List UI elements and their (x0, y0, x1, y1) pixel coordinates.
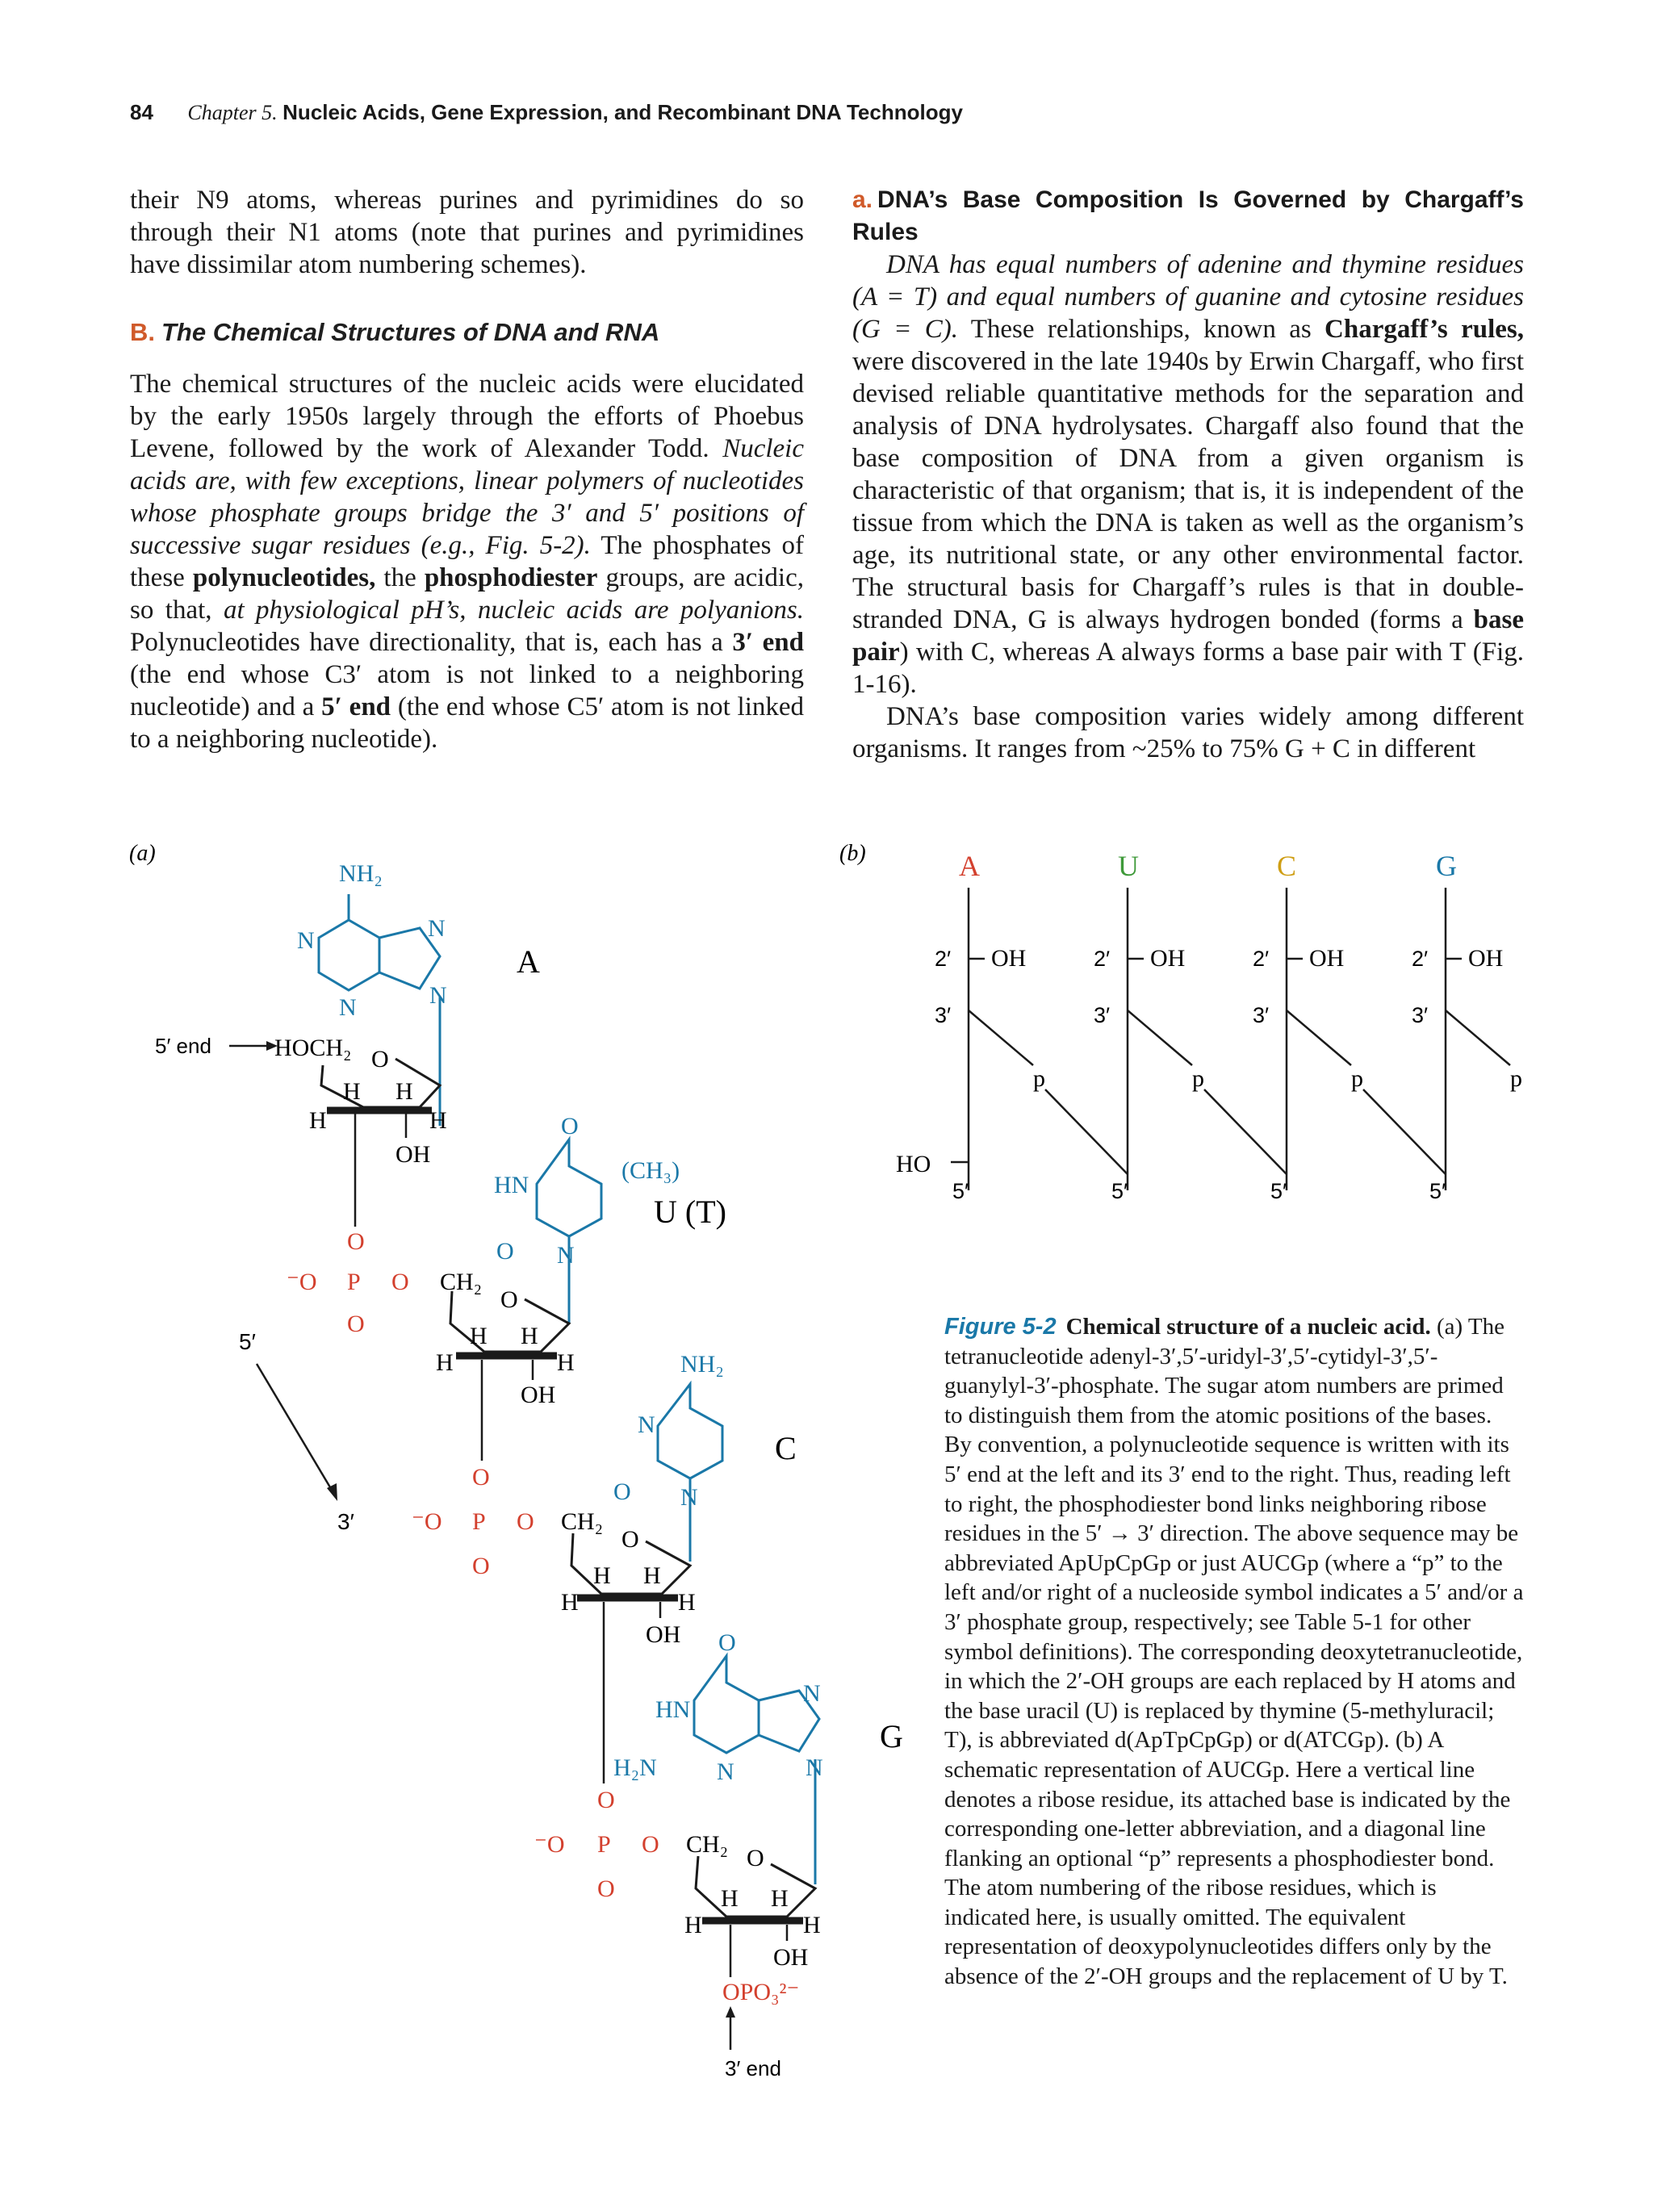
phosphodiester-line (969, 1010, 1033, 1065)
base-label-g: G (880, 1718, 903, 1754)
hydroxyl-label: OH (1150, 945, 1186, 972)
three-prime-label: 3′ (1253, 1003, 1270, 1027)
ring-oxygen: O (621, 1526, 639, 1553)
italic-run: at physiological pH’s, nucleic acids are polyanions. (223, 596, 804, 625)
amino-label: NH₂ (339, 860, 383, 887)
caption-body: (a) The tetranucleotide adenyl-3′,5′-uridyl-3′,5′-cytidyl-3′,5′-guanylyl-3′-phosphate. The sugar atom numbers are primed to distinguish them from the atomic positions of the bases. By convention, a polynucleotide sequence is written with its 5′ end at the left and its 3′ end to the right. Thus, reading left to right, the phosphodiester bond links neighboring ribose residues in the 5′ → 3′ direction. The above sequence may be abbreviated ApUpCpGp or just AUCGp (where a “p” to the left and/or right of a nucleoside symbol indicates a 5′ and/or a 3′ phosphate group, respectively; see Table 5-1 for other symbol definitions). The corresponding deoxytetranucleotide, in which the 2′-OH groups are each replaced by H atoms and the base uracil (U) is replaced by thymine (5-methyluracil; T), is abbreviated d(ApTpCpGp) or d(ATCGp). (b) A schematic representation of AUCGp. Here a vertical line denotes a ribose residue, its attached base is indicated by the corresponding one-letter abbreviation, and a diagonal line flanking an optional “p” represents a phosphodiester bond. The atom numbering of the ribose residues, which is indicated here, is usually omitted. The equivalent representation of deoxypolynucleotides differs only by the absence of the 2′-OH groups and the replacement of U by T. (944, 1314, 1524, 1990)
phosphate-p: p (1192, 1065, 1204, 1092)
phosphate-p: p (1351, 1065, 1363, 1092)
hydroxyl-label: OH (991, 945, 1027, 972)
five-prime-label: 5′ (1111, 1179, 1128, 1203)
terminal-phosphate: OPO₃²⁻ (722, 1979, 800, 2005)
ring-oxygen: O (371, 1046, 389, 1073)
five-prime-label: 5′ (239, 1329, 256, 1354)
page-number: 84 (130, 100, 153, 124)
h-atom: H (557, 1349, 575, 1376)
hn-label: HN (494, 1172, 529, 1198)
panel-label-b: (b) (839, 841, 866, 866)
hn-label: HN (655, 1696, 691, 1723)
two-prime-label: 2′ (935, 947, 952, 971)
schematic-base-letter: A (959, 850, 980, 882)
base-label-a: A (517, 943, 540, 980)
phosphate-oxygen: O (517, 1508, 534, 1535)
text-run: were discovered in the late 1940s by Erwin Chargaff, who first devised reliable quantitative methods for the separation and analysis of DNA hydrolysates. Chargaff also found that the base composition of DNA from a given organism is characteristic of that organism; that is, it is independent of the tissue from which the DNA is taken as well as the organism’s age, its nutritional state, or any other environmental factor. The structural basis for Chargaff’s rules is that in double-stranded DNA, G is always hydrogen bonded (forms a (852, 347, 1524, 634)
phosphodiester-3 (534, 1787, 728, 1902)
ring-n3: N (717, 1758, 734, 1785)
h-atom: H (343, 1078, 361, 1105)
ring-n7: N (428, 915, 446, 942)
direction-arrow (257, 1364, 333, 1491)
bold-term: 3′ end (732, 628, 804, 657)
section-title: The Chemical Structures of DNA and RNA (161, 318, 660, 346)
phosphodiester-line (1128, 1010, 1192, 1065)
phosphate-oxygen: O (597, 1787, 615, 1813)
hydroxyl-label: OH (521, 1382, 556, 1408)
paragraph: DNA’s base composition varies widely among different organisms. It ranges from ~25% to 75% G + C in different (852, 702, 1524, 763)
phosphodiester-line (1204, 1089, 1287, 1174)
h-atom: H (436, 1349, 454, 1376)
ring-oxygen: O (500, 1286, 518, 1313)
cytosine-ring (658, 1384, 722, 1562)
base-label-c: C (775, 1430, 797, 1466)
uracil-ring (537, 1139, 601, 1323)
phosphate-oxygen: O (642, 1831, 659, 1858)
schematic-base-letter: U (1118, 850, 1139, 882)
three-end-label: 3′ end (725, 2056, 781, 2080)
phosphodiester-2 (412, 1464, 603, 1579)
five-end-label: 5′ end (155, 1034, 211, 1058)
text-run: the (375, 563, 425, 592)
ring-n9: N (806, 1754, 823, 1781)
italic-run: Nucleic acids are, with few exceptions, linear polymers of nucleotides whose phosphate groups bridge the 3′ and 5′ positions of successive sugar residues (e.g., Fig. 5-2). (130, 434, 804, 560)
figure-label: Figure 5-2 (944, 1314, 1057, 1340)
five-prime-label: 5′ (1429, 1179, 1446, 1203)
section-title: DNA’s Base Composition Is Governed by Chargaff’s Rules (852, 186, 1524, 245)
ring-n1: N (557, 1242, 575, 1269)
nucleotide-adenine (155, 860, 540, 1227)
two-prime-label: 2′ (1094, 947, 1111, 971)
three-prime-label: 3′ (337, 1509, 354, 1534)
h-atom: H (429, 1107, 447, 1134)
hydroxyl-label: OH (395, 1141, 431, 1168)
phosphate-oxygen: O (391, 1269, 409, 1295)
three-prime-label: 3′ (1094, 1003, 1111, 1027)
h-atom: H (521, 1323, 538, 1349)
amino-label: NH₂ (680, 1351, 724, 1378)
phosphate-p: p (1033, 1065, 1045, 1092)
carbonyl-oxygen: O (496, 1238, 514, 1265)
figure-caption (944, 1312, 1524, 1992)
three-prime-label: 3′ (1412, 1003, 1429, 1027)
schematic-base-letter: C (1277, 850, 1297, 882)
text-run: groups, are acidic, so that, (130, 563, 804, 625)
phosphate-oxygen: O (347, 1228, 365, 1255)
phosphate-ominus: ⁻O (287, 1269, 317, 1295)
ch2-label: CH₂ (561, 1508, 604, 1535)
h-atom: H (684, 1912, 702, 1938)
three-prime-label: 3′ (935, 1003, 952, 1027)
chapter-label: Chapter 5. (187, 101, 278, 124)
phosphate-oxygen: O (347, 1311, 365, 1337)
ring-n9: N (429, 982, 447, 1009)
five-prime-label: 5′ (952, 1179, 969, 1203)
adenine-ring (319, 894, 440, 1126)
h-atom: H (593, 1562, 611, 1589)
text-run: The chemical structures of the nucleic acids were elucidated by the early 1950s largely through the efforts of Phoebus Levene, followed by the work of Alexander Todd. (130, 370, 804, 463)
hydroxyl-label: OH (1468, 945, 1504, 972)
bold-term: polynucleotides, (192, 563, 376, 592)
text-run: These relationships, known as (957, 315, 1325, 344)
bold-term: Chargaff’s rules, (1324, 315, 1524, 344)
h-atom: H (395, 1078, 413, 1105)
chapter-title: Nucleic Acids, Gene Expression, and Recombinant DNA Technology (282, 100, 963, 124)
caption-title: Chemical structure of a nucleic acid. (1065, 1314, 1431, 1340)
bold-term: base pair (852, 605, 1524, 667)
phosphate-ominus: ⁻O (534, 1831, 565, 1858)
phosphodiester-line (1287, 1010, 1351, 1065)
section-letter: B. (130, 318, 155, 346)
ring-n3: N (638, 1411, 655, 1438)
phosphate-ominus: ⁻O (412, 1508, 442, 1535)
hydroxyl-label: OH (1309, 945, 1345, 972)
h-atom: H (561, 1589, 579, 1616)
phosphodiester-line (1363, 1089, 1446, 1174)
schematic-base-letter: G (1436, 850, 1457, 882)
carbonyl-oxygen: O (613, 1478, 631, 1505)
ch2-label: CH₂ (440, 1269, 483, 1295)
ring-oxygen: O (747, 1845, 764, 1871)
text-run: (the end whose C5′ atom is not linked to a neighboring nucleotide). (130, 692, 805, 754)
h-atom: H (470, 1323, 488, 1349)
schematic-aucgp (896, 850, 1522, 1203)
methyl-label: (CH₃) (621, 1157, 680, 1184)
carbonyl-oxygen: O (718, 1629, 736, 1656)
h-atom: H (771, 1885, 789, 1912)
panel-label-a: (a) (129, 841, 156, 866)
phosphate-oxygen: O (472, 1553, 490, 1579)
ring-n3: N (339, 994, 357, 1021)
h-atom: H (803, 1912, 821, 1938)
five-prime-label: 5′ (1270, 1179, 1287, 1203)
ring-n7: N (803, 1680, 821, 1707)
two-prime-label: 2′ (1253, 947, 1270, 971)
base-label-ut: U (T) (654, 1194, 726, 1230)
two-prime-label: 2′ (1412, 947, 1429, 971)
phosphate-oxygen: O (472, 1464, 490, 1491)
bold-term: phosphodiester (424, 563, 598, 592)
h-atom: H (721, 1885, 739, 1912)
h-atom: H (643, 1562, 661, 1589)
text-run: The phosphates of these (130, 531, 804, 592)
text-run: (the end whose C3′ atom is not linked to a neighboring nucleotide) and a (130, 660, 804, 721)
h-atom: H (309, 1107, 327, 1134)
ho-label: HO (896, 1151, 931, 1177)
phosphate-oxygen: O (597, 1875, 615, 1902)
phosphodiester-line (1446, 1010, 1510, 1065)
ring-n1: N (297, 927, 315, 954)
ring-n1: N (680, 1484, 698, 1511)
phosphorus: P (472, 1508, 486, 1535)
ch2-label: CH₂ (686, 1831, 729, 1858)
phosphodiester-1 (287, 1228, 482, 1337)
h-atom: H (678, 1589, 696, 1616)
arrowhead (726, 2006, 735, 2018)
bold-term: 5′ end (321, 692, 391, 721)
section-letter: a. (852, 186, 873, 213)
carbonyl-oxygen: O (561, 1113, 579, 1139)
hydroxyl-label: OH (773, 1944, 809, 1971)
phosphorus: P (597, 1831, 611, 1858)
text-run: Polynucleotides have directionality, that is, each has a (130, 628, 733, 657)
phosphorus: P (347, 1269, 361, 1295)
italic-run: DNA has equal numbers of adenine and thymine residues (A = T) and equal numbers of guanine and cytosine residues (G = C). (852, 250, 1524, 344)
hoch2-label: HOCH₂ (274, 1035, 352, 1061)
phosphodiester-line (1045, 1089, 1128, 1174)
paragraph: their N9 atoms, whereas purines and pyrimidines do so through their N1 atoms (note that purines and pyrimidines have dissimilar atom numbering schemes). (130, 186, 804, 279)
text-run: ) with C, whereas A always forms a base pair with T (Fig. 1-16). (852, 638, 1524, 699)
amino-label: H₂N (613, 1754, 657, 1781)
phosphate-p: p (1510, 1065, 1522, 1092)
hydroxyl-label: OH (646, 1621, 681, 1648)
